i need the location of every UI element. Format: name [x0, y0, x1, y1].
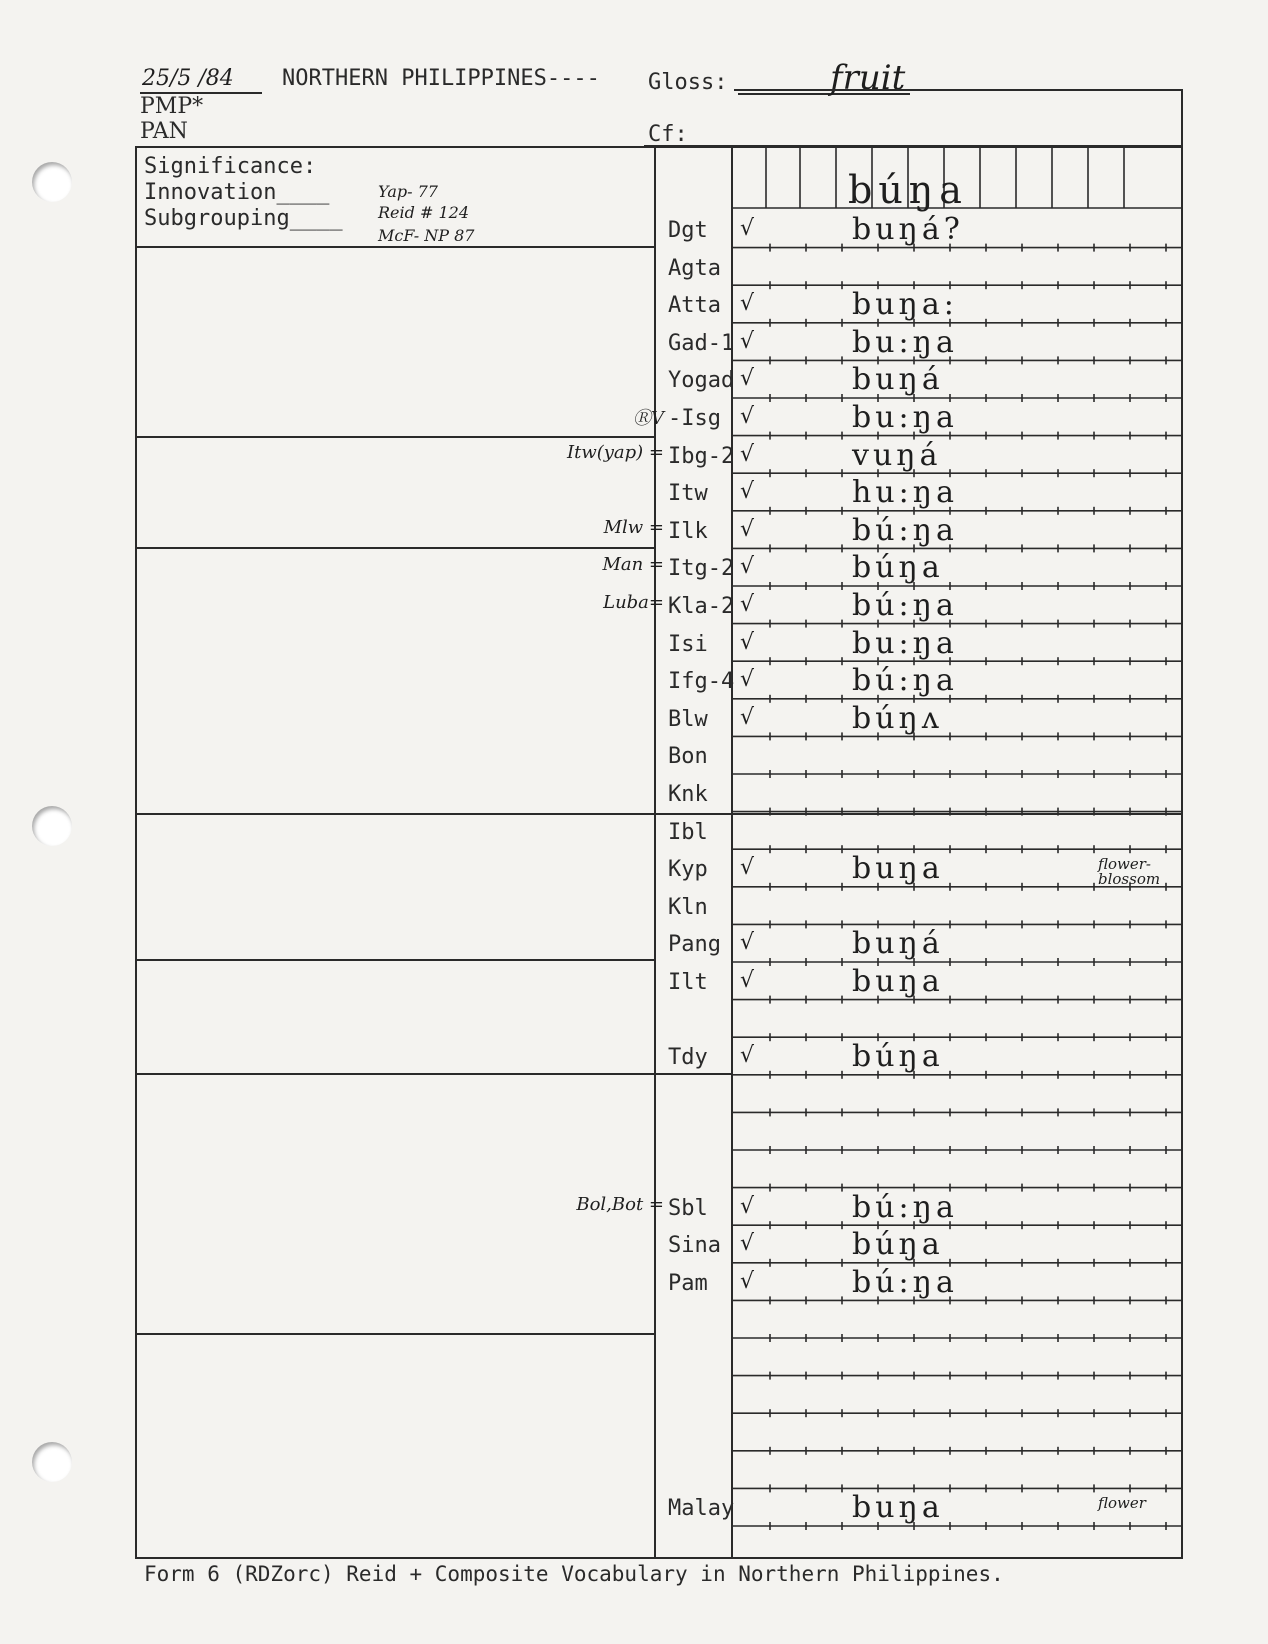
reflex-form: vuŋá	[852, 437, 942, 473]
language-code: Atta	[668, 293, 721, 319]
check-mark: √	[740, 930, 755, 956]
reference-mcf: McF- NP 87	[378, 226, 475, 245]
reflex-form: bú:ŋa	[852, 1189, 958, 1225]
language-code: Ilk	[668, 518, 708, 544]
language-code: Kla-2	[668, 594, 735, 619]
pan-label: PAN	[140, 119, 188, 144]
check-mark: √	[740, 328, 755, 354]
form-title: NORTHERN PHILIPPINES----	[282, 66, 600, 91]
gloss-label: Gloss:	[648, 70, 728, 95]
language-code: Isi	[668, 631, 708, 657]
language-code: Agta	[668, 255, 721, 281]
check-mark: √	[740, 516, 755, 542]
reference-reid: Reid # 124	[378, 203, 469, 222]
cognate-note: Mlw =	[603, 516, 664, 538]
cognate-note: Itw(yap) =	[566, 441, 664, 463]
check-mark: √	[740, 1193, 755, 1219]
language-code: Knk	[668, 782, 708, 807]
reflex-form: buŋa	[852, 851, 944, 887]
form-frame	[136, 147, 1182, 1558]
language-code: Yogad	[668, 368, 735, 394]
check-mark: √	[740, 291, 755, 317]
language-code: Dgt	[668, 218, 708, 243]
subgrouping-label: Subgrouping____	[144, 206, 343, 231]
cognate-note: Bol,Bot =	[576, 1193, 664, 1215]
cognate-note: Man =	[602, 554, 664, 576]
reflex-form: búŋʌ	[852, 700, 943, 736]
reflex-form: búŋa	[852, 1227, 944, 1263]
check-mark: √	[740, 667, 755, 693]
language-code: Ibl	[668, 819, 708, 845]
reflex-form: bú:ŋa	[852, 1264, 958, 1300]
language-code: Tdy	[668, 1045, 708, 1071]
language-code: Sina	[668, 1233, 721, 1259]
cognate-note: ⓇV	[633, 408, 664, 429]
language-code: Blw	[668, 706, 708, 732]
language-code: Pam	[668, 1270, 708, 1296]
reference-yap: Yap- 77	[378, 182, 438, 201]
language-code: Malay	[668, 1496, 735, 1522]
check-mark: √	[740, 1231, 755, 1257]
reflex-form: buŋa	[852, 1490, 944, 1526]
check-mark: √	[740, 1043, 755, 1069]
date: 25/5 /84	[142, 66, 234, 91]
check-mark: √	[740, 968, 755, 993]
reflex-form: bu:ŋa	[852, 625, 958, 661]
cognate-note: Luba=	[603, 592, 664, 613]
form-footer: Form 6 (RDZorc) Reid + Composite Vocabulary in Northern Philippines.	[144, 1562, 1004, 1586]
head-form: búŋa	[848, 168, 968, 212]
reflex-form: bú:ŋa	[852, 588, 958, 623]
gloss-note: flower	[1098, 1494, 1146, 1513]
language-code: Kyp	[668, 857, 708, 883]
reflex-form: buŋa:	[852, 287, 958, 323]
reflex-form: buŋa	[852, 964, 944, 999]
language-code: Itg-2	[668, 556, 735, 582]
check-mark: √	[740, 441, 755, 467]
gloss-value: fruit	[830, 58, 906, 98]
reflex-form: hu:ŋa	[852, 475, 958, 511]
significance-heading: Significance:	[144, 154, 317, 179]
language-code: Gad-1	[668, 330, 735, 356]
language-code: -Isg	[668, 406, 721, 431]
check-mark: √	[740, 216, 755, 241]
language-code: Ilt	[668, 970, 708, 995]
check-mark: √	[740, 479, 755, 505]
innovation-label: Innovation____	[144, 180, 330, 205]
reflex-form: bu:ŋa	[852, 400, 958, 435]
check-mark: √	[740, 704, 755, 730]
language-code: Sbl	[668, 1195, 708, 1221]
cf-label: Cf:	[648, 122, 688, 147]
reflex-form: búŋa	[852, 550, 944, 586]
language-code: Ifg-4	[668, 669, 735, 695]
check-mark: √	[740, 629, 755, 655]
check-mark: √	[740, 855, 755, 881]
check-mark: √	[740, 366, 755, 392]
language-code: Itw	[668, 481, 708, 507]
check-mark: √	[740, 592, 755, 617]
reflex-form: búŋa	[852, 1039, 944, 1075]
language-code: Bon	[668, 744, 708, 770]
reflex-form: bú:ŋa	[852, 512, 958, 548]
reflex-form: buŋá	[852, 926, 944, 962]
gloss-note: flower-blossom	[1098, 855, 1161, 889]
pmp-label: PMP*	[140, 94, 204, 119]
reflex-form: buŋá?	[852, 212, 964, 247]
reflex-form: bú:ŋa	[852, 663, 958, 699]
check-mark: √	[740, 1268, 755, 1294]
check-mark: √	[740, 404, 755, 429]
check-mark: √	[740, 554, 755, 580]
language-code: Pang	[668, 932, 721, 958]
reflex-form: buŋá	[852, 362, 944, 398]
language-code: Kln	[668, 894, 708, 920]
language-code: Ibg-2	[668, 443, 735, 469]
reflex-form: bu:ŋa	[852, 324, 958, 360]
